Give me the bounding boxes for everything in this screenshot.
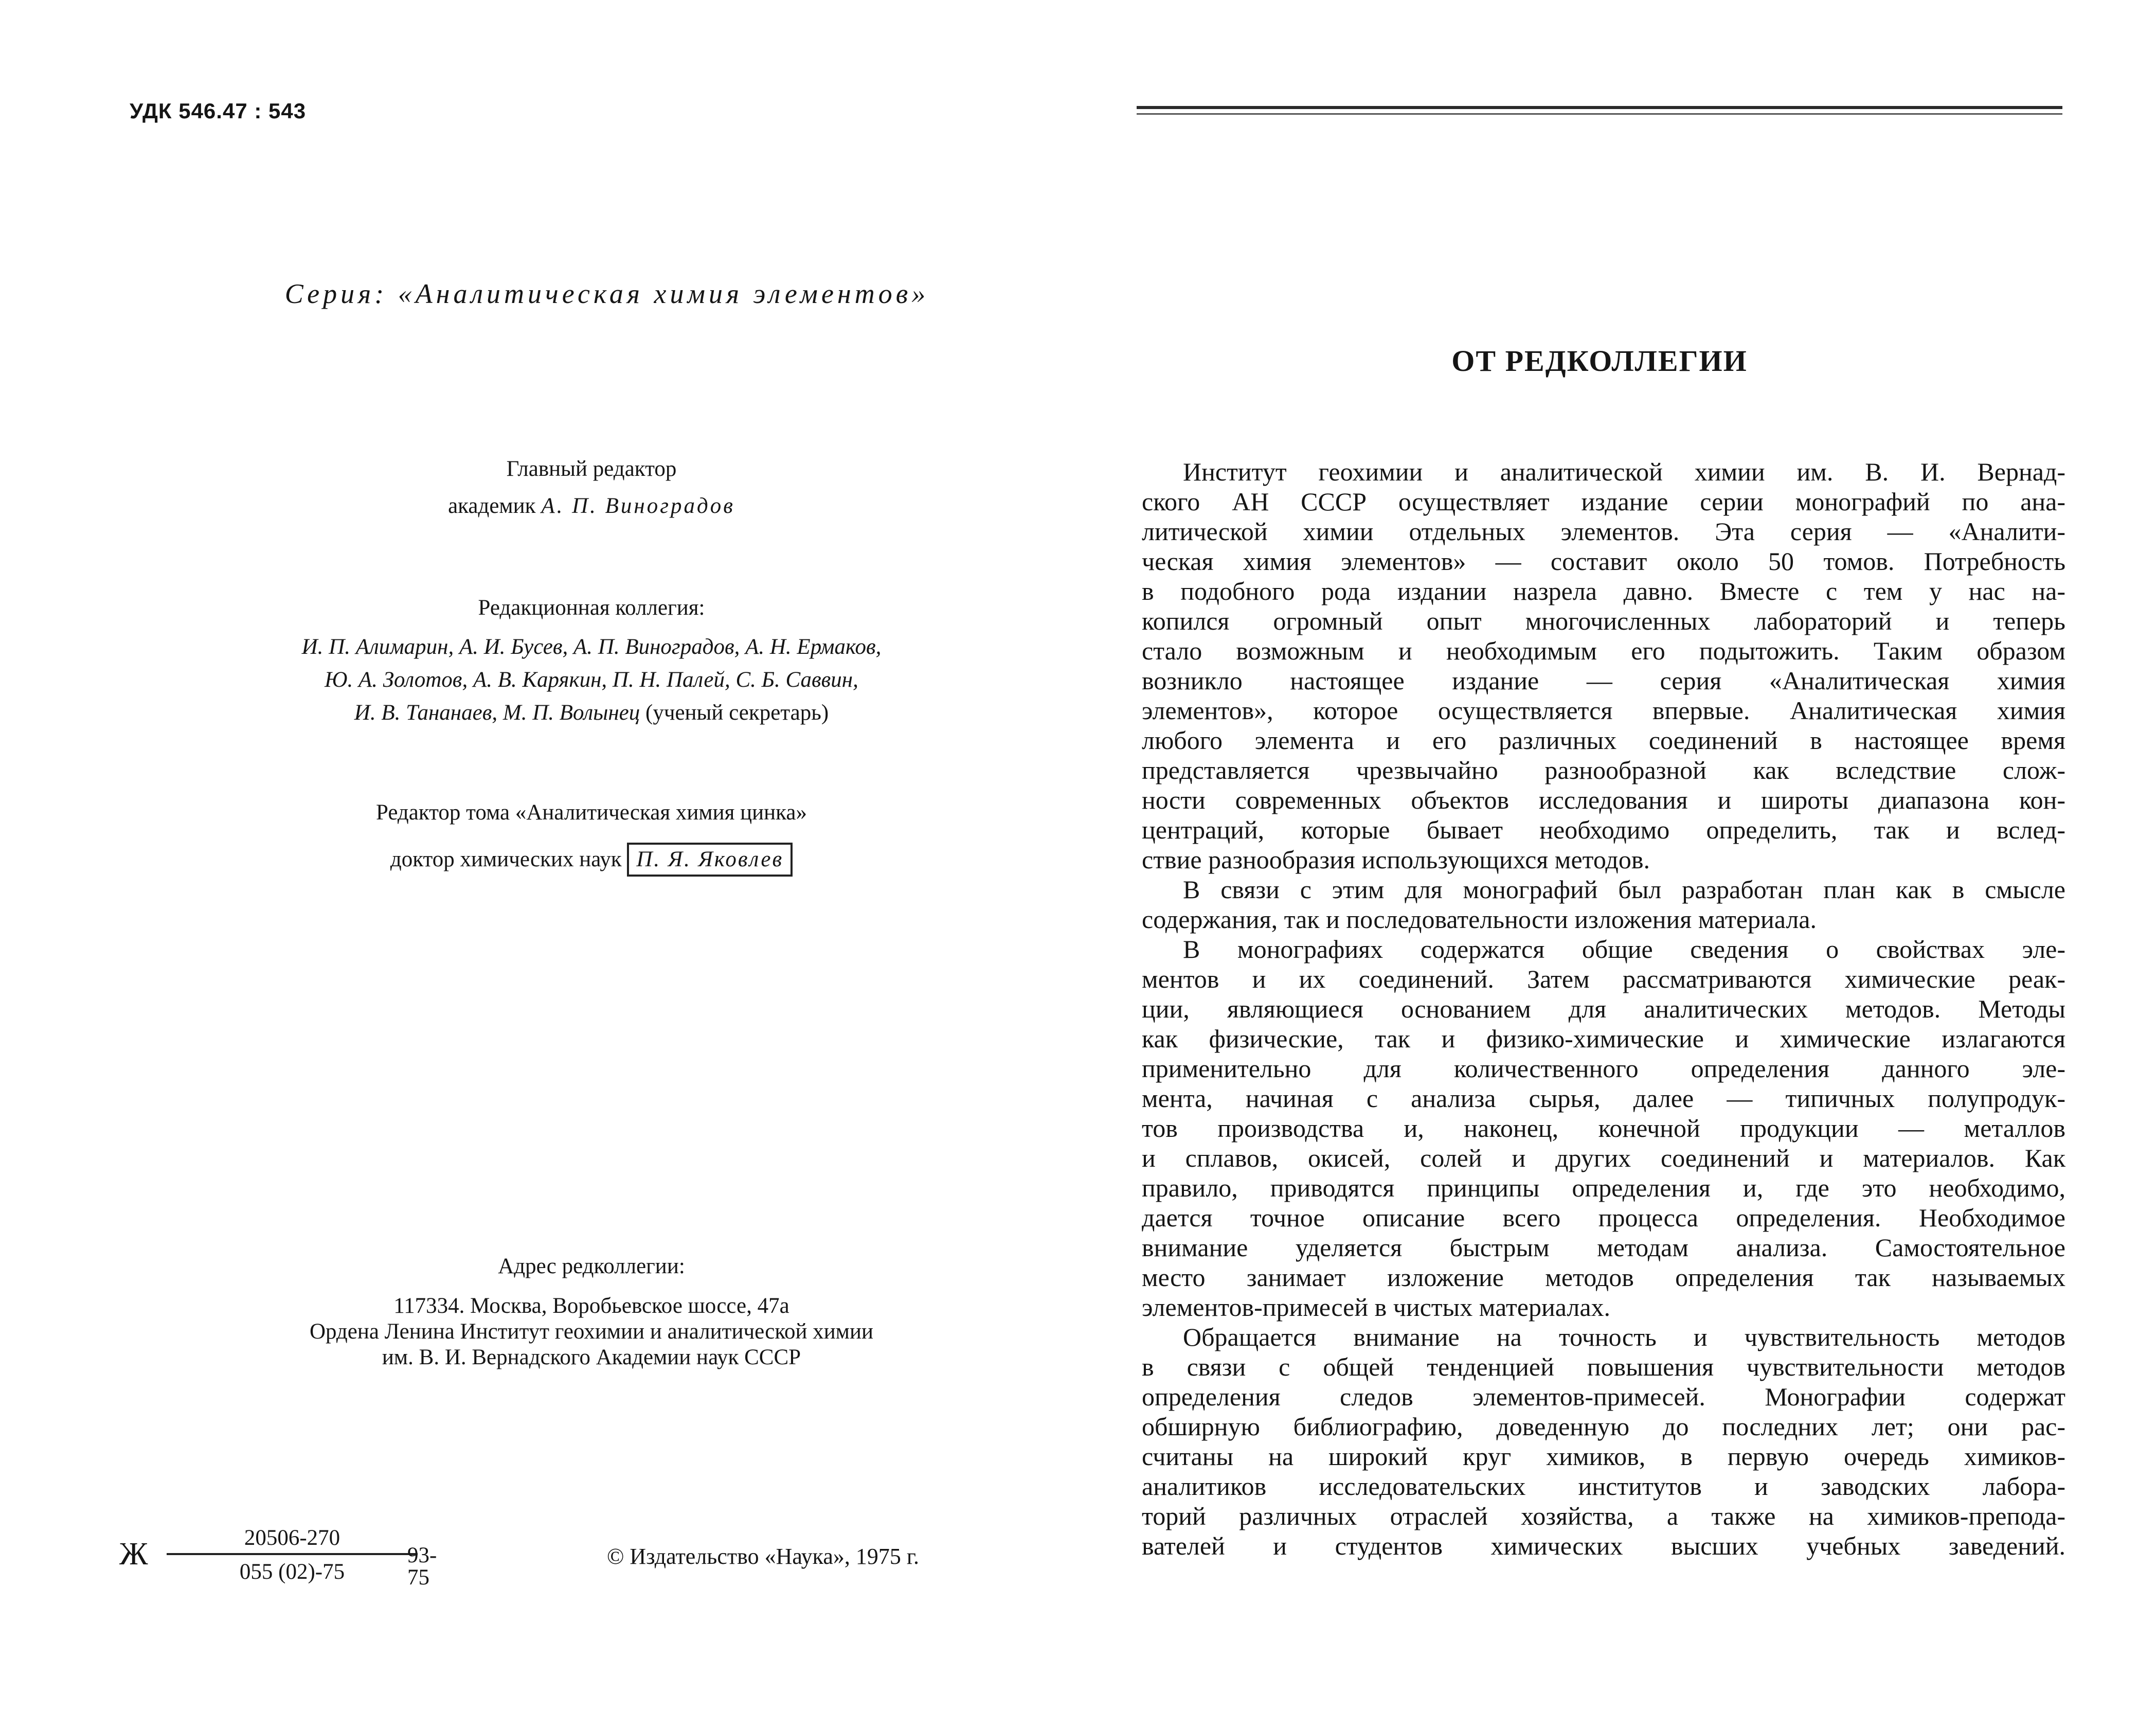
text-line: мента, начиная с анализа сырья, далее — типичных полупродук-: [1142, 1084, 2065, 1113]
text-line: элементов», которое осуществляется впервые. Аналитическая химия: [1142, 696, 2065, 725]
volume-editor-name-framed: П. Я. Яковлев: [627, 843, 793, 877]
chief-editor-line: [123, 490, 1059, 523]
text-line: копился огромный опыт многочисленных лабораторий и теперь: [1142, 607, 2065, 635]
address-line-2: Ордена Ленина Институт геохимии и аналитической химии: [309, 1319, 874, 1344]
text-line: ментов и их соединений. Затем рассматриваются химические реак-: [1142, 965, 2065, 993]
text-line: содержания, так и последовательности изложения материала.: [1142, 905, 1817, 934]
address-title: Адрес редколлегии:: [498, 1254, 685, 1278]
editorial-board-line-3-role: (ученый секретарь): [645, 701, 829, 725]
text-line: элементов-примесей в чистых материалах.: [1142, 1293, 1611, 1322]
series-title: Серия: «Аналитическая химия элементов»: [284, 278, 929, 309]
text-line: стало возможным и необходимым его подытожить. Таким образом: [1142, 636, 2065, 665]
index-code-letter: Ж: [119, 1537, 148, 1572]
editorial-board-block: [123, 592, 1059, 729]
text-line: возникло настоящее издание — серия «Аналитическая химия: [1142, 666, 2065, 695]
text-line: в связи с общей тенденцией повышения чувствительности методов: [1142, 1352, 2065, 1381]
text-line: тов производства и, наконец, конечной продукции — металлов: [1142, 1114, 2065, 1143]
section-heading: ОТ РЕДКОЛЛЕГИИ: [1451, 344, 1748, 378]
text-line: В монографиях содержатся общие сведения о свойствах эле-: [1183, 935, 2065, 964]
text-line: дается точное описание всего процесса определения. Необходимое: [1142, 1203, 2065, 1232]
volume-editor-line: [123, 843, 1059, 877]
text-line: применительно для количественного определения данного эле-: [1142, 1054, 2065, 1083]
text-line: ствие разнообразия использующихся методов.: [1142, 845, 1650, 874]
chief-editor-name: А. П. Виноградов: [541, 494, 735, 518]
text-line: правило, приводятся принципы определения и, где это необходимо,: [1142, 1173, 2065, 1202]
chief-editor-prefix: академик: [448, 494, 536, 518]
text-line: представляется чрезвычайно разнообразной как вследствие слож-: [1142, 756, 2065, 784]
text-line: Обращается внимание на точность и чувствительность методов: [1183, 1323, 2065, 1351]
index-code-suffix: 93-75: [407, 1543, 437, 1590]
editorial-board-line-3-names: И. В. Тананаев, М. П. Волынец: [354, 701, 640, 725]
text-line: определения следов элементов-примесей. Монографии содержат: [1142, 1382, 2065, 1411]
volume-editor-degree: доктор химических наук: [390, 847, 622, 871]
editorial-board-line-3: [123, 697, 1059, 729]
volume-editor-block: [123, 796, 1059, 877]
text-line: вателей и студентов химических высших учебных заведений.: [1142, 1531, 2065, 1560]
text-line: торий различных отраслей хозяйства, а также на химиков-препода-: [1142, 1502, 2065, 1530]
text-line: ческая химия элементов» — составит около 50 томов. Потребность: [1142, 547, 2065, 576]
volume-editor-title: Редактор тома «Аналитическая химия цинка»: [376, 800, 807, 825]
text-line: ского АН СССР осуществляет издание серии монографий по ана-: [1142, 487, 2065, 516]
text-line: внимание уделяется быстрым методам анализа. Самостоятельное: [1142, 1233, 2065, 1262]
index-code-numerator: 20506-270: [167, 1527, 418, 1555]
text-line: и сплавов, окисей, солей и других соединений и материалов. Как: [1142, 1144, 2065, 1172]
text-line: место занимает изложение методов определения так называемых: [1142, 1263, 2065, 1292]
editorial-board-title: Редакционная коллегия:: [478, 596, 705, 620]
text-line: аналитиков исследовательских институтов и заводских лабора-: [1142, 1472, 2065, 1501]
editorial-board-line-1: И. П. Алимарин, А. И. Бусев, А. П. Виноградов, А. Н. Ермаков,: [301, 635, 882, 659]
address-block: [123, 1250, 1059, 1370]
address-line-1: 117334. Москва, Воробьевское шоссе, 47а: [393, 1294, 789, 1318]
text-line: в подобного рода издании назрела давно. Вместе с тем у нас на-: [1142, 577, 2065, 605]
text-line: обширную библиографию, доведенную до последних лет; они рас-: [1142, 1412, 2065, 1441]
address-line-3: им. В. И. Вернадского Академии наук СССР: [382, 1345, 801, 1369]
top-rule: [1137, 106, 2062, 109]
text-line: Институт геохимии и аналитической химии им. В. И. Вернад-: [1183, 457, 2065, 486]
text-line: как физические, так и физико-химические и химические излагаются: [1142, 1024, 2065, 1053]
index-code-denominator: 055 (02)-75: [239, 1560, 345, 1584]
chief-editor-block: [123, 453, 1059, 523]
text-line: ции, являющиеся основанием для аналитических методов. Методы: [1142, 994, 2065, 1023]
text-line: литической химии отдельных элементов. Эта серия — «Аналити-: [1142, 517, 2065, 546]
publisher-copyright: © Издательство «Наука», 1975 г.: [607, 1544, 919, 1569]
udk-code: УДК 546.47 : 543: [130, 99, 307, 123]
text-line: центраций, которые бывает необходимо определить, так и вслед-: [1142, 815, 2065, 844]
text-line: ности современных объектов исследования и широты диапазона кон-: [1142, 786, 2065, 814]
editorial-board-line-2: Ю. А. Золотов, А. В. Карякин, П. Н. Палей, С. Б. Саввин,: [325, 668, 858, 692]
text-line: В связи с этим для монографий был разработан план как в смысле: [1183, 875, 2065, 904]
top-rule-thin: [1137, 113, 2062, 115]
text-line: любого элемента и его различных соединений в настоящее время: [1142, 726, 2065, 755]
foreword-text: [1142, 457, 2065, 1561]
text-line: считаны на широкий круг химиков, в первую очередь химиков-: [1142, 1442, 2065, 1471]
chief-editor-title: Главный редактор: [506, 457, 677, 481]
